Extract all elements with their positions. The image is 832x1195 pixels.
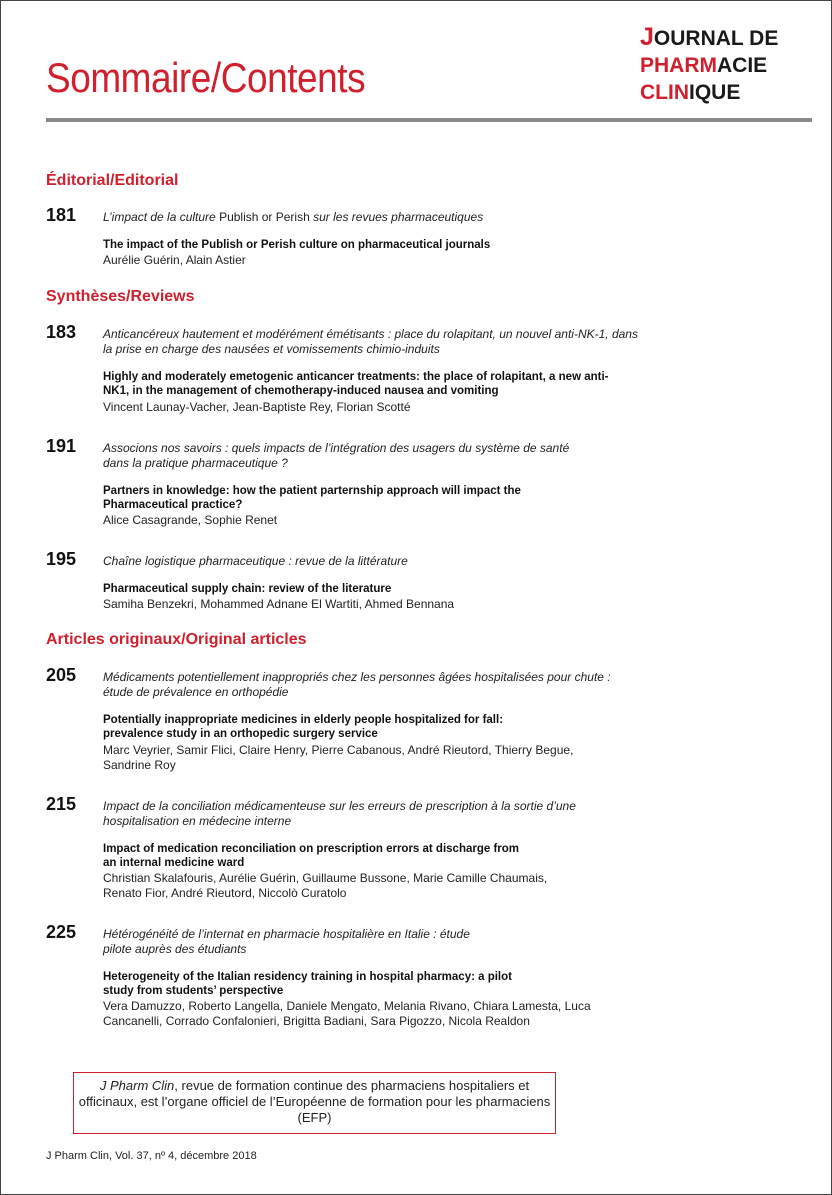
- section-heading-original-articles: Articles originaux/Original articles: [46, 631, 307, 648]
- article-title-fr: L’impact de la culture Publish or Perish sur les revues pharmaceutiques: [103, 210, 484, 224]
- page-number: 195: [46, 549, 77, 569]
- page-number: 225: [46, 922, 77, 942]
- page-number: 181: [46, 205, 77, 225]
- section-heading-reviews: Synthèses/Reviews: [46, 288, 195, 305]
- article-authors: Aurélie Guérin, Alain Astier: [103, 253, 246, 267]
- journal-notice-box: J Pharm Clin, revue de formation continue des pharmaciens hospitaliers et officinaux, est l’organe officiel de l’Européenne de formation pour les pharmaciens (EFP): [73, 1072, 556, 1134]
- article-authors: Vincent Launay-Vacher, Jean-Baptiste Rey, Florian Scotté: [103, 400, 411, 414]
- section-heading-editorial: Éditorial/Editorial: [46, 172, 179, 189]
- article-title-fr: Chaîne logistique pharmaceutique : revue de la littérature: [103, 554, 408, 568]
- article-title-fr: Associons nos savoirs : quels impacts de l’intégration des usagers du système de santé dans la pratique pharmaceutique ?: [103, 441, 570, 470]
- article-authors: Samiha Benzekri, Mohammed Adnane El Wartiti, Ahmed Bennana: [103, 597, 455, 611]
- article-title-fr: Anticancéreux hautement et modérément émétisants : place du rolapitant, un nouvel anti-NK-1, dans la prise en charge des nausées et vomissements chimio-induits: [103, 327, 638, 356]
- article-authors: Marc Veyrier, Samir Flici, Claire Henry, Pierre Cabanous, André Rieutord, Thierry Begue, Sandrine Roy: [103, 743, 574, 772]
- article-title-en: Impact of medication reconciliation on prescription errors at discharge from an internal medicine ward: [103, 843, 520, 869]
- article-authors: Christian Skalafouris, Aurélie Guérin, Guillaume Bussone, Marie Camille Chaumais, Renato Fior, André Rieutord, Niccolò Curatolo: [103, 871, 548, 900]
- article-title-en: Highly and moderately emetogenic anticancer treatments: the place of rolapitant, a new anti-NK1, in the management of chemotherapy-induced nausea and vomiting: [103, 371, 609, 397]
- journal-logo: JOURNAL DE PHARMACIE CLINIQUE: [640, 23, 779, 104]
- page-number: 205: [46, 665, 77, 685]
- page-number: 191: [46, 436, 77, 456]
- footer-citation: J Pharm Clin, Vol. 37, nº 4, décembre 2018: [46, 1150, 257, 1162]
- article-title-fr: Hétérogénéité de l’internat en pharmacie hospitalière en Italie : étude pilote auprès des étudiants: [103, 927, 470, 956]
- article-title-fr: Médicaments potentiellement inappropriés chez les personnes âgées hospitalisées pour chute : étude de prévalence en orthopédie: [103, 670, 611, 699]
- page-number: 183: [46, 322, 77, 342]
- article-title-en: The impact of the Publish or Perish culture on pharmaceutical journals: [103, 239, 491, 251]
- article-title-fr: Impact de la conciliation médicamenteuse sur les erreurs de prescription à la sortie d’une hospitalisation en médecine interne: [103, 799, 576, 828]
- article-authors: Alice Casagrande, Sophie Renet: [103, 513, 278, 527]
- page-number: 215: [46, 794, 77, 814]
- page-title: Sommaire/Contents: [46, 54, 366, 101]
- article-title-en: Potentially inappropriate medicines in elderly people hospitalized for fall: prevalence study in an orthopedic surgery service: [103, 714, 504, 740]
- article-authors: Vera Damuzzo, Roberto Langella, Daniele Mengato, Melania Rivano, Chiara Lamesta, Luca Cancanelli, Corrado Confalonieri, Brigitta Badiani, Sara Pigozzo, Nicola Realdon: [103, 999, 591, 1028]
- header-rule: [46, 118, 812, 122]
- article-title-en: Pharmaceutical supply chain: review of the literature: [103, 583, 392, 595]
- article-title-en: Heterogeneity of the Italian residency training in hospital pharmacy: a pilot study from students’ perspective: [103, 971, 512, 997]
- article-title-en: Partners in knowledge: how the patient parternship approach will impact the Pharmaceutical practice?: [103, 485, 521, 511]
